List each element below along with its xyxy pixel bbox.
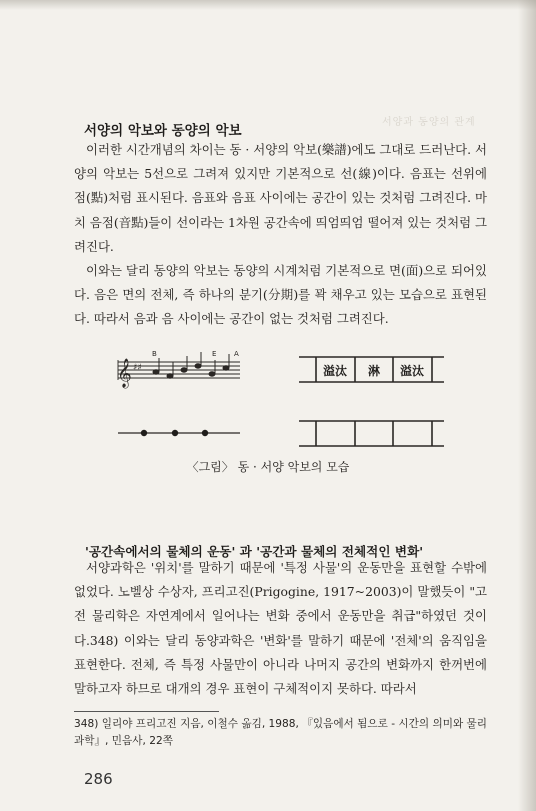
footnote-divider <box>74 711 219 712</box>
footnote-348: 348) 일리야 프리고진 지음, 이철수 옮김, 1988, 『있음에서 됨으로 - 시간의 의미와 물리과학』, 민음사, 22쪽 <box>74 718 488 747</box>
bleed-through-text: 서양과 동양의 관계 <box>382 117 476 128</box>
oriental-cell-2: 淋 <box>367 364 381 378</box>
paragraph-science-comparison: 서양과학은 '위치'를 말하기 때문에 '특정 사물'의 운동만을 표현할 수밖에 없었다. 노벨상 수상자, 프리고진(Prigogine, 1917~2003)이 말했듯이 "고전 물리학은 자연계에서 일어나는 변화 중에서 운동만을 취급"하였던 것이다.348) 이와는 달리 동양과학은 '변화'를 말하기 때문에 '전체'의 움직임을 표현한다. 전체, 즉 특정 사물만이 아니라 나머지 공간의 변화까지 한꺼번에 말하고자 하므로 대개의 경우 표현이 구체적이지 못하다. 따라서 <box>74 560 487 697</box>
paragraph-western-score: 이러한 시간개념의 차이는 동 · 서양의 악보(樂譜)에도 그대로 드러난다. 서양의 악보는 5선으로 그려져 있지만 기본적으로 선(線)이다. 음표는 선위에 점(點)처럼 표시된다. 음표와 음표 사이에는 공간이 있는 것처럼 그려진다. 마치 음점(音點)들이 선이라는 1차원 공간속에 띄엄띄엄 떨어져 있는 것처럼 그려진다. <box>74 142 487 254</box>
page-number: 286 <box>84 770 113 788</box>
paragraph-eastern-score: 이와는 달리 동양의 악보는 동양의 시계처럼 기본적으로 면(面)으로 되어있다. 음은 면의 전체, 즉 하나의 분기(分期)를 꽉 채우고 있는 모습으로 표현된다. 따라서 음과 음 사이에는 공간이 없는 것처럼 그려진다. <box>74 263 487 327</box>
treble-clef-icon: 𝄞 <box>117 358 132 387</box>
figure-caption: 〈그림〉 동 · 서양 악보의 모습 <box>186 460 350 474</box>
note-letter-b: B <box>152 350 157 358</box>
oriental-score-grid-bottom <box>299 421 444 446</box>
note-letter-a: A <box>234 350 239 358</box>
key-signature-icon: ♯♯ <box>133 363 142 373</box>
oriental-cell-3: 溢汰 <box>399 364 425 378</box>
oriental-cell-1: 溢汰 <box>322 364 348 378</box>
note-letter-e: E <box>212 350 217 358</box>
section-heading-scores: 서양의 악보와 동양의 악보 <box>84 123 242 139</box>
section-heading-motion-change: '공간속에서의 물체의 운동' 과 '공간과 물체의 전체적인 변화' <box>85 544 424 559</box>
western-line-with-dots <box>118 430 240 436</box>
